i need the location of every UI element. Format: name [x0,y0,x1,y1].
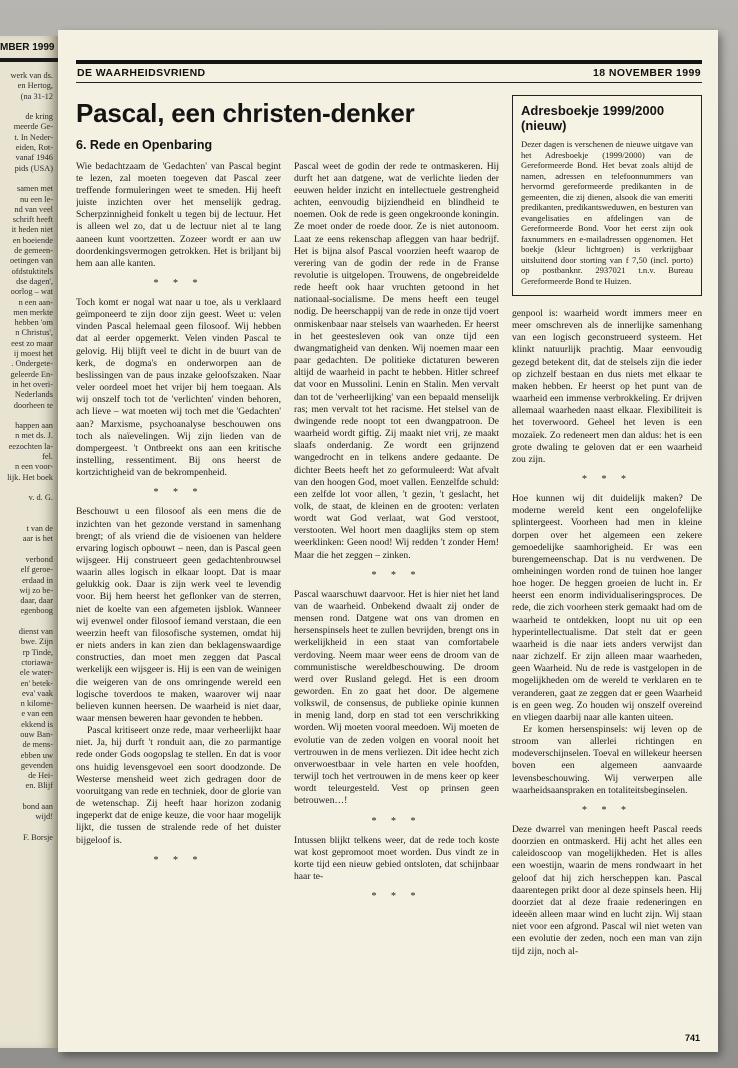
page-edge-text-fragment: daar, daar [20,596,53,606]
section-separator: * * * [582,804,632,816]
article-paragraph: Deze dwarrel van meningen heeft Pascal reeds doorzien en ontmaskerd. Hij acht het alles een caleidoscoop van mogelijkheden. Het is alles een woestijn, waarin de mens rondwaart in het geloof dat hij zich herscheppen kan. Pascal daarentegen prikt door al deze spinsels heen. Hij doorziet dat al deze fraaie redeneringen en ideeën alleen maar wind en lucht zijn. Wij staan niet voor een afgrond. Pascal wil niet weten van een evolutie der zeden, noch een man van zijn tijd zijn, noch al- [512,823,702,957]
page-edge-text-fragment: gevenden [20,760,53,770]
page-edge-text-fragment: de Hei- [28,771,53,781]
page-edge-text-fragment: ctoriawa- [21,657,53,667]
article-column-3 [512,93,702,1005]
page-edge-text-fragment: F. Borsje [22,832,53,842]
page-edge-text-fragment: erdaad in [22,575,53,585]
section-separator: * * * [153,487,204,499]
page-edge-text-fragment: it heden niet [11,225,53,235]
page-edge-text-fragment: geleerde En- [10,369,53,379]
page-edge-text-fragment: dse dagen', [16,276,53,286]
previous-page-edge [0,36,58,1048]
page-number: 741 [684,1033,700,1043]
article-paragraph: Intussen blijkt telkens weer, dat de rede toch koste wat kost gepromoot moet worden. Dus vindt ze in korte tijd een nieuw gebied ontsloten, dat schijnbaar haar te- [294,834,499,883]
section-separator: * * * [582,474,632,486]
page-edge-text-fragment: happen aan [15,421,53,431]
article-column-1 [76,161,281,1005]
page-edge-text-fragment: n Christus', [15,328,53,338]
article-paragraph: genpool is: waarheid wordt immers meer en meer omschreven als de innerlijke samenhang van een logisch geconstrueerd systeem. Het klinkt natuurlijk prachtig. Maar eenvoudig gezegd betekent dit, dat de stelsels zijn die ieder op zichzelf bestaan en dus niets met elkaar te maken hebben. Er heerst op het punt van de waarheid een immense verbrokkeling. Er drijven allemaal waarheden naast elkaar. Flexibiliteit is het toverwoord. Geheel het leven is een mozaïek. Zo redeneert men dan aldus: het is een grote dwaling te geloven dat er een waarheid zou zijn. [512,308,702,465]
page-edge-text-fragment: elf geroe- [20,565,53,575]
page-edge-text-fragment: hebben 'om [14,318,53,328]
page-edge-text-fragment: oorlog – wat [10,287,53,297]
page-edge-text-fragment: dienst van [18,627,53,637]
page-edge-text-fragment: rp Tinde, [22,647,53,657]
page-edge-text-fragment: oetingen van [9,256,53,266]
page-edge-text-fragment: in het overi- [12,379,53,389]
announcement-title: Adresboekje 1999/2000 (nieuw) [521,103,665,133]
page-edge-text-fragment [0,545,58,555]
page-edge-text-fragment: n met ds. J. [15,431,53,441]
page-edge-text-fragment: ofdstuktitels [11,266,53,276]
publication-name: DE WAARHEIDSVRIEND [77,67,206,79]
article-paragraph: Er komen hersenspinsels: wij leven op de stroom van allerlei richtingen en modeverschijnselen. Toeval en willekeur heersen boven een algemeen aanvaarde levensbeschouwing. Wij verwerpen alle waarheidsaanspraken en totaliteitsbeginselen. [512,724,702,796]
page-edge-text-fragment: en boeiende [12,235,53,245]
page-edge-text-fragment: wij zo be- [19,585,53,595]
page-edge-text-fragment: ouw Ban- [20,730,53,739]
page-edge-text-fragment: t van de [26,524,53,534]
page-edge-text-fragment [0,411,58,421]
page-edge-text-fragment: n een aan- [18,297,53,307]
page-edge-text-fragment: lijk. Het boek [7,472,53,482]
issue-date: 18 NOVEMBER 1999 [593,67,701,79]
page-edge-text-fragment: Nederlands [14,390,53,400]
page-edge-text-fragment: n een voor- [15,462,53,472]
page-edge-text-fragment: samen met [16,184,53,194]
page-edge-text-fragment: de gemeen- [14,246,53,256]
page-edge-text-fragment: nd van veel [14,204,53,214]
article-paragraph: Wie bedachtzaam de 'Gedachten' van Pascal begint te lezen, zal moeten toegeven dat Pascal zeer treffende formuleringen weet te smeden. Hij heeft juiste inzichten over het menselijk gedrag. Scherpzinnigheid fonkelt u tegen bij de lectuur. Het is alleen wel zo, dat u de lectuur niet al te lang aaneen kunt voortzetten. Zozeer wordt er aan uw doordenkingsvermogen getrokken. Het is briljant bij hem aan alle kanten. [76,160,281,269]
page-edge-text-fragment: ekkend is [21,719,53,729]
page-edge-text-fragment: (na 31-12 [20,91,53,101]
page-edge-text-fragment [0,174,58,184]
article-subtitle: 6. Rede en Openbaring [76,137,213,152]
page-edge-text-fragment [0,617,58,627]
page-edge-text-fragment: schrift heeft [12,215,53,225]
article-column-3-text [512,308,702,958]
page-edge-text-fragment: men merkte [13,307,53,317]
article-paragraph: Pascal waarschuwt daarvoor. Het is hier niet het land van de waarheid. Onbekend dwaalt zij onder de mensen rond. Datgene wat ons van dromen en hersenspinsels heet te zullen bevrijden, brengt ons in werkelijkheid in een staat van comfortabele verdoving. Neem maar weer eens de droom van de communistische wereldbeschouwing. De droom werd over Rusland gelegd. Het is een droom geworden. En zo gaat het door. De algemene volkswil, de consensus, de publieke opinie kunnen in menig land, dorp en stad tot een verschrikking worden. Wij moeten vooral meedoen. Wij moeten de evolutie van de zeden volgen en vooral nooit het vertrouwen in de mens verliezen. Dit idee hecht zich onverwoestbaar in vele harten en vele hoofden, terwijl toch het vertrouwen in de mens keer op keer wordt teleurgesteld. Vest op prinsen geen betrouwen…! [294,588,499,807]
page-edge-text-fragment: t. In Neder- [14,132,53,142]
page-edge-text-fragment: pids (USA) [14,163,53,173]
page-edge-text-fragment [0,514,58,524]
page-edge-text-fragment [0,792,58,802]
page-edge-text-fragment: . Ondergete- [11,359,53,369]
page-edge-text-fragment: werk van ds. [10,71,53,80]
page-edge-text-fragment: nu een le- [19,194,53,204]
section-separator: * * * [371,891,422,903]
page-edge-text-fragment: de mens- [22,740,53,750]
page-edge-text-fragment: ele water- [19,668,53,678]
page-edge-text-fragment: meerde Ge- [13,122,53,132]
page-masthead [76,60,702,83]
magazine-page [58,30,718,1052]
section-separator: * * * [153,854,204,866]
section-separator: * * * [153,278,204,289]
page-edge-text-fragment [0,823,58,833]
page-edge-text-fragment: egenboog [20,606,53,616]
page-edge-text-fragment [0,483,58,493]
article-left-section [76,93,499,1005]
page-edge-text-fragment: eezochten la- [8,441,53,451]
article-paragraph: Toch komt er nogal wat naar u toe, als u verklaard geïmponeerd te zijn door zijn geest. Weet u: velen vinden Pascal helemaal geen filosoof. Wij hebben dat al eerder opgemerkt. Velen vinden Pascal te gelovig. Hij blijft veel te dicht in de buurt van de kerk, de dogma's en onderworpen aan de beslissingen van de paus inzake geloofszaken. Naar veler oordeel moet het vrijer bij hem toegaan. Als wij onszelf toch tot de 'verlichten' vinden behoren, ach lieve – wat moeten wij toch met die 'Gedachten' aan? Marxisme, psychoanalyse beschouwen ons toch als naïevelingen. Wij zijn lieden van de dompergeest. 't Ontbreekt ons aan een kritische instelling, ressentiment. Bij ons heerst de kortzichtigheid van de bekrompenheid. [76,297,281,479]
article-title: Pascal, een christen-denker [76,98,415,128]
page-edge-text-fragment: de kring [25,112,53,122]
page-edge-text-fragment: bwe. Zijn [20,637,53,647]
page-edge-text-fragment: eest zo maar [11,338,53,348]
page-edge-text-fragment: eiden, Rot- [15,143,53,153]
page-edge-text-fragment [0,102,58,112]
page-edge-text-fragment: wijd! [35,812,53,822]
masthead-rule-thin [76,82,702,83]
article-paragraph: Beschouwt u een filosoof als een mens die de inzichten van het gezonde verstand in samenhang brengt; of als vriend die de visioenen van heldere ervaring logisch opbouwt – neen, dan is Pascal geen wijsgeer. Hij construeert geen gedachtenbrouwsel waarin alles logisch in elkaar loopt. Dat is maar gelukkig ook. Daar is zijn werk veel te levendig voor. Bij hem heerst het geflonker van de sterren, niet de koelte van een afgemeten ijsblok. Wanneer wij evenwel onder filosoof iemand verstaan, die een weerzin heeft van filosofische systemen, omdat hij er niets anders in kan zien dan beklagenswaardige constructies, dan moet men zeggen dat Pascal werkelijk een wijsgeer is. Hij is een van de weinigen die weigeren van de ons omringende wereld een logische toverdoos te maken, waarover wij naar believen kunnen heersen. De waarheid is niet daar, waar mensen beweren haar gevonden te hebben. [76,506,281,724]
article-column-2 [294,161,499,1005]
announcement-box [512,95,702,296]
page-edge-text-fragment: ij moest het [13,349,53,359]
article-paragraph: Hoe kunnen wij dit duidelijk maken? De moderne wereld kent een ongelofelijke splintergeest. Voorheen had men in kleine dorpen over het algemeen een zekere gemoedelijke saamhorigheid. Er was een burengemeenschap. Dat is nu verdwenen. De omheiningen worden rond de tuinen hoe langer hoe hoger. De heggen groeien de lucht in. Er heerst een enorm individualiseringsproces. De rede, die zich voorheen sterk gemaakt had om de waarheid te ontdekken, loopt nu uit op een hyperintellectualisme. Dat stelt dat er geen waarheid is die naar iets anders verwijst dan naar zichzelf. Er zijn alleen maar waarheden, geen Waarheid. Nu de rede is vastgelopen in de mogelijkheden om de wereld te verklaren en te veranderen, gaat ze zeggen dat er geen Waarheid is en geen weg. Zo houden wij onszelf overeind en vliegen daarbij naar alle kanten uiteen. [512,493,702,723]
previous-page-text-fragments [0,71,58,843]
previous-page-header-rule [0,58,58,62]
article-paragraph: Pascal weet de godin der rede te ontmaskeren. Hij durft het aan datgene, wat de verlichte lieden der eeuwen helder inzicht en intellectuele gestrengheid achten, eenvoudig bijziendheid en blindheid te noemen. Ook de rede is geen ongekroonde koningin. Ze moet onder de roede door. Ze is niet autonoom. Laat ze eens rekenschap afleggen van haar bedrijf. Het is bijna alsof Pascal voorzien heeft waarop de verering van de godin der rede in de Franse revolutie is uitgelopen. Trouwens, de ongebreidelde rede heeft ook haar vruchten getoond in het nationaal-socialisme. De mens heeft een teugel nodig. De heerschappij van de rede in onze tijd voert onmiskenbaar naar stelsels van waarheden. Er heerst in het geestesleven ook van onze tijd een dwangmatigheid van denken. Wij noemen maar een paar gedachten. De politieke dictaturen beweren altijd de waarheid in pacht te hebben. Hitler schreef dat voor en Mussolini. Lenin en Stalin. Men vervalt dan tot de 'verheerlijking' van een bepaald menselijk ras; men vervalt tot het racisme. Het stelsel van de dwingende rede noopt tot een dwangpatroon. De waarheid wordt giftig. Zij maakt niet vrij, ze maakt slaafs onderdanig. Ze wordt een grijnzend wangedrocht en in telkens andere gedaante. De dichter Beets heeft het zo geformuleerd: Wat afvalt van den hoogen God, moet vallen. Eenzelfde schuld: een zelfde lot voor allen, 't gezin, 't geslacht, het volk, de staat, de kleinen en de grooten: verlaten wordt wat God verlaat, wat God verstoot, verstooten. Wel hoort men daaglijks stem op stem weerklinken: Geen nood! Wij redden 't zonder Hem! Maar die het zeggen – zinken. [294,160,499,561]
page-edge-text-fragment: bond aan [22,802,53,812]
page-edge-text-fragment: ebben uw [20,750,53,760]
section-separator: * * * [371,569,422,581]
article-paragraph: Pascal kritiseert onze rede, maar verheerlijkt haar niet. Ja, hij durft 't ronduit aan, die zo parmantige rede onder Gods oogopslag te stellen. En dat is voor ons huidig levensgevoel een soort doodzonde. De Westerse mensheid weet zich gedragen door de vooruitgang van rede en techniek, door de glorie van de wetenschap. Zij heeft haar horizon zodanig ingeperkt dat de enige keuze, die voor haar mogelijk lijkt, die tussen de stralende rede of het duister bijgeloof is. [76,725,281,846]
page-edge-text-fragment: en' betek- [20,678,53,688]
article-content [76,93,702,1005]
page-edge-text-fragment [0,503,58,513]
page-edge-text-fragment: en Hertog, [17,81,53,91]
page-edge-text-fragment: aar is het [22,534,53,544]
page-edge-text-fragment: vanaf 1946 [15,153,53,163]
section-separator: * * * [371,815,422,827]
page-edge-text-fragment: n kilome- [20,699,53,709]
page-edge-text-fragment: verbond [25,554,53,564]
page-edge-text-fragment: fel. [42,451,53,461]
page-edge-text-fragment: v. d. G. [28,493,53,503]
page-edge-text-fragment: en. Blijf [25,781,53,791]
page-edge-text-fragment: e van een [21,709,53,719]
page-edge-text-fragment: doorheen te [13,400,53,410]
announcement-body: Dezer dagen is verschenen de nieuwe uitgave van het Adresboekje (1999/2000) van de Gereformeerde Bond. Het bevat zoals altijd de namen, adressen en telefoonnummers van hervormd gereformeerde predikanten in de gemeenten, die zij dienen, alsook die van emeriti predikanten, predikantsweduwen, en besturen van evangelisaties en afdelingen van de Gereformeerde Bond. Voor het eerst zijn ook faxnummers en e-mailadressen opgenomen. Het boekje (kleur lichtgroen) is verkrijgbaar uitsluitend door storting van f 7,50 (incl. porto) op postbanknr. 2937021 t.n.v. Bureau Gereformeerde Bond te Huizen. [521,139,693,286]
page-edge-text-fragment: eva' vaak [21,688,53,698]
previous-page-header-fragment: MBER 1999 [0,42,55,53]
